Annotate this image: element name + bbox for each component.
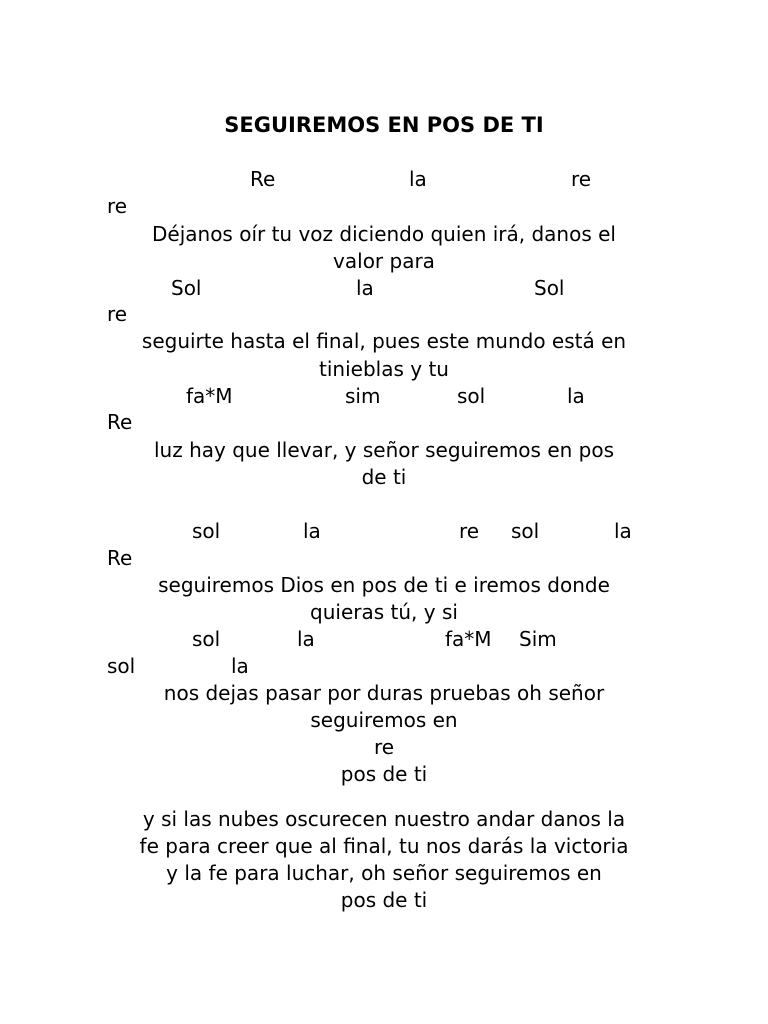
chord: la bbox=[614, 519, 632, 543]
chord: re bbox=[107, 194, 128, 218]
chord: la bbox=[409, 167, 427, 191]
chord: la bbox=[303, 519, 321, 543]
chord: Re bbox=[107, 410, 133, 434]
lyric-line: luz hay que llevar, y señor seguiremos en pos bbox=[153, 438, 615, 462]
chord: la bbox=[297, 627, 315, 651]
lyric-line: seguiremos en bbox=[310, 708, 458, 732]
lyric-line: seguiremos Dios en pos de ti e iremos donde bbox=[158, 573, 610, 597]
lyric-line: seguirte hasta el final, pues este mundo está en bbox=[141, 329, 627, 353]
chord: la bbox=[567, 384, 585, 408]
lyric-line: nos dejas pasar por duras pruebas oh señor bbox=[163, 681, 605, 705]
lyric-line: Déjanos oír tu voz diciendo quien irá, danos el bbox=[152, 222, 616, 246]
chord: la bbox=[231, 654, 249, 678]
lyric-line: fe para creer que al final, tu nos darás la victoria bbox=[139, 834, 629, 858]
chord: fa*M bbox=[186, 384, 233, 408]
lyric-line: de ti bbox=[361, 465, 407, 489]
chord: re bbox=[373, 735, 395, 759]
chord: la bbox=[356, 276, 374, 300]
chord: Re bbox=[107, 546, 133, 570]
lyric-line: pos de ti bbox=[340, 888, 428, 912]
chord: sol bbox=[192, 519, 221, 543]
chord: sol bbox=[107, 654, 136, 678]
lyric-line: y si las nubes oscurecen nuestro andar danos la bbox=[142, 807, 626, 831]
chord: re bbox=[107, 302, 128, 326]
chord: sim bbox=[345, 384, 381, 408]
lyric-line: tinieblas y tu bbox=[319, 357, 449, 381]
chord: re bbox=[459, 519, 480, 543]
chord: Sol bbox=[171, 276, 202, 300]
lyric-line: quieras tú, y si bbox=[310, 600, 458, 624]
song-title: SEGUIREMOS EN POS DE TI bbox=[224, 113, 544, 137]
chord: sol bbox=[192, 627, 221, 651]
chord: Sol bbox=[534, 276, 565, 300]
chord: re bbox=[571, 167, 592, 191]
lyric-line: valor para bbox=[333, 249, 435, 273]
chord: sol bbox=[457, 384, 486, 408]
chord: fa*M bbox=[445, 627, 492, 651]
chord: Sim bbox=[519, 627, 557, 651]
chord: sol bbox=[511, 519, 540, 543]
chord: Re bbox=[250, 167, 276, 191]
lyric-line: y la fe para luchar, oh señor seguiremos en bbox=[166, 861, 602, 885]
lyric-line: pos de ti bbox=[340, 762, 428, 786]
